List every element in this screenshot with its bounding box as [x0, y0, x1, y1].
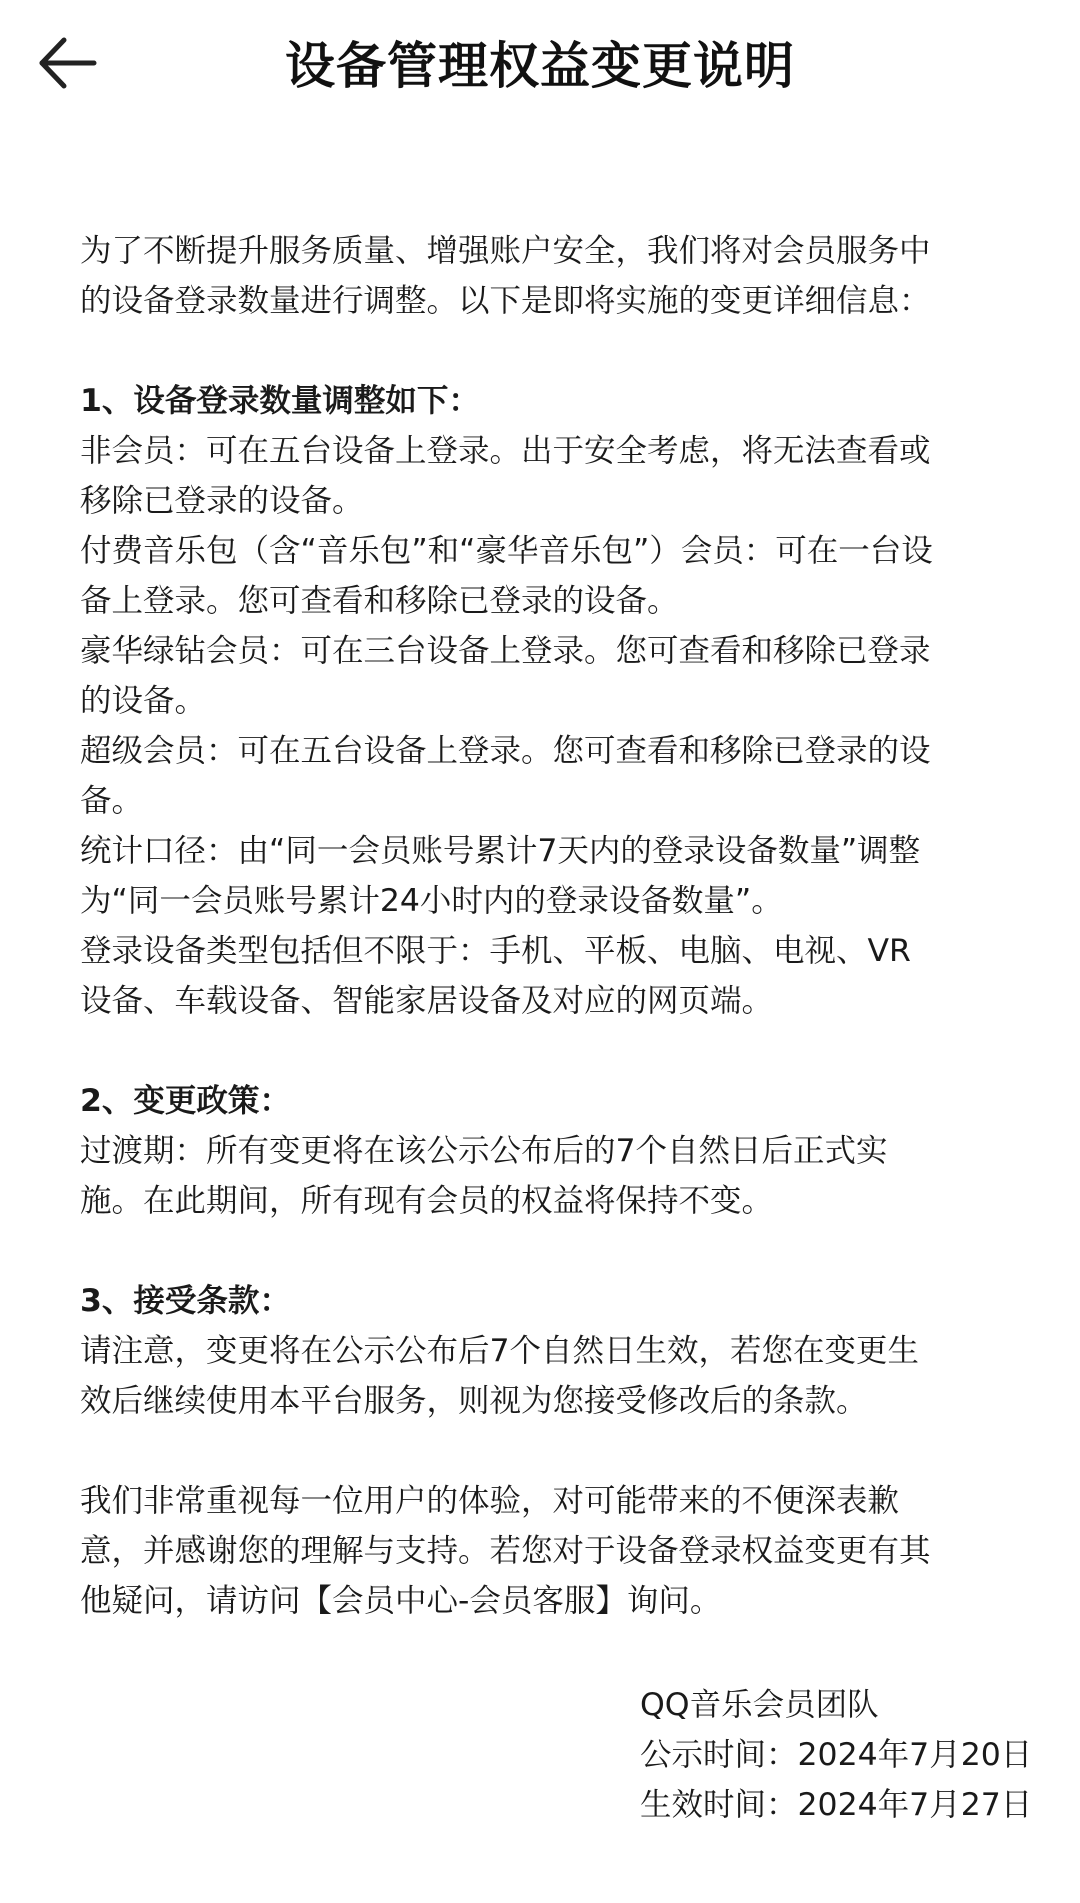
section1-line: 统计口径：由“同一会员账号累计7天内的登录设备数量”调整 — [80, 833, 921, 869]
closing-line: 意，并感谢您的理解与支持。若您对于设备登录权益变更有其 — [80, 1533, 931, 1569]
section-title-policy: 2、变更政策： — [80, 1083, 291, 1119]
intro-line: 为了不断提升服务质量、增强账户安全，我们将对会员服务中 — [80, 233, 931, 269]
section3-line: 请注意，变更将在公示公布后7个自然日生效，若您在变更生 — [80, 1333, 920, 1369]
signature-block — [640, 1680, 1060, 1830]
section1-line: 超级会员：可在五台设备上登录。您可查看和移除已登录的设 — [80, 733, 931, 769]
paragraph-gap — [80, 326, 1020, 376]
page-title: 设备管理权益变更说明 — [285, 37, 795, 95]
section1-line: 登录设备类型包括但不限于：手机、平板、电脑、电视、VR — [80, 933, 911, 969]
intro-line: 的设备登录数量进行调整。以下是即将实施的变更详细信息： — [80, 283, 931, 319]
header-bar — [0, 0, 1080, 140]
section2-line: 施。在此期间，所有现有会员的权益将保持不变。 — [80, 1183, 774, 1219]
section-title-device-count: 1、设备登录数量调整如下： — [80, 383, 480, 419]
paragraph-gap — [80, 1426, 1020, 1476]
section1-line: 为“同一会员账号累计24小时内的登录设备数量”。 — [80, 883, 783, 919]
section1-line: 移除已登录的设备。 — [80, 483, 364, 519]
section2-line: 过渡期：所有变更将在该公示公布后的7个自然日后正式实 — [80, 1133, 888, 1169]
section1-line: 备上登录。您可查看和移除已登录的设备。 — [80, 583, 679, 619]
section1-line: 备。 — [80, 783, 144, 819]
closing-line: 他疑问，请访问【会员中心-会员客服】询问。 — [80, 1583, 722, 1619]
effective-date: 生效时间：2024年7月27日 — [640, 1787, 1033, 1823]
section1-line: 非会员：可在五台设备上登录。出于安全考虑，将无法查看或 — [80, 433, 931, 469]
announce-date: 公示时间：2024年7月20日 — [640, 1737, 1033, 1773]
section3-line: 效后继续使用本平台服务，则视为您接受修改后的条款。 — [80, 1383, 868, 1419]
team-name: QQ音乐会员团队 — [640, 1687, 879, 1723]
closing-line: 我们非常重视每一位用户的体验，对可能带来的不便深表歉 — [80, 1483, 900, 1519]
section-title-terms: 3、接受条款： — [80, 1283, 291, 1319]
section1-line: 设备、车载设备、智能家居设备及对应的网页端。 — [80, 983, 774, 1019]
section1-line: 豪华绿钻会员：可在三台设备上登录。您可查看和移除已登录 — [80, 633, 931, 669]
section1-line: 的设备。 — [80, 683, 207, 719]
section1-line: 付费音乐包（含“音乐包”和“豪华音乐包”）会员：可在一台设 — [80, 533, 933, 569]
paragraph-gap — [80, 1226, 1020, 1276]
paragraph-gap — [80, 1026, 1020, 1076]
notice-body — [80, 226, 1020, 1626]
